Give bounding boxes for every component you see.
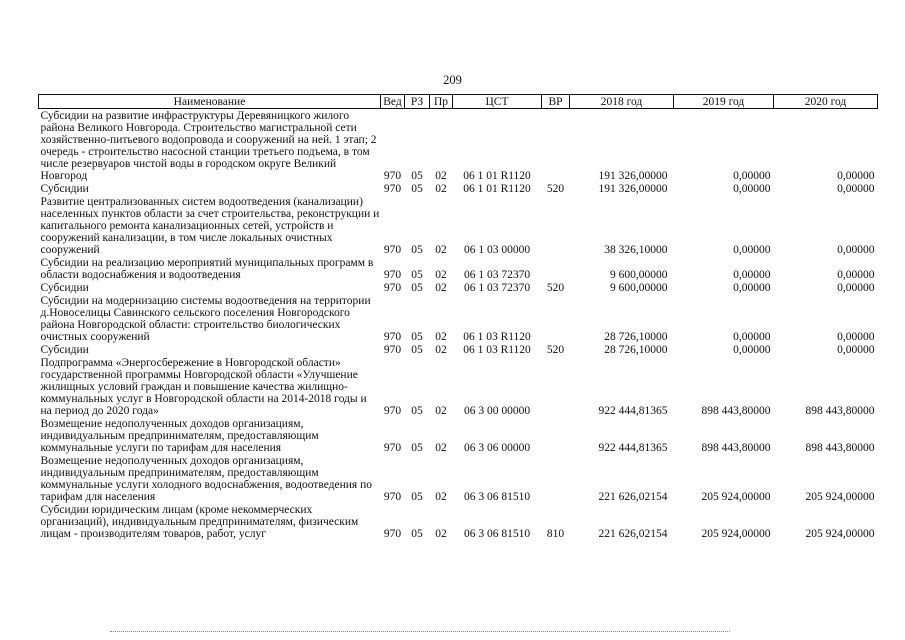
cell-2020: 0,00000 bbox=[837, 282, 875, 294]
cell-2020: 0,00000 bbox=[837, 170, 875, 182]
cell-2020: 0,00000 bbox=[837, 344, 875, 356]
cell-cst: 06 1 03 72370 bbox=[463, 269, 531, 281]
header-cst: ЦСТ bbox=[453, 95, 542, 109]
cell-vr bbox=[542, 454, 570, 503]
cell-cst: 06 1 03 00000 bbox=[463, 244, 531, 256]
cell-vr bbox=[542, 356, 570, 417]
cell-rz: 05 bbox=[411, 528, 423, 540]
table-row bbox=[39, 182, 878, 195]
cell-2019: 898 443,80000 bbox=[701, 442, 771, 454]
cell-2020: 0,00000 bbox=[837, 244, 875, 256]
cell-ved: 970 bbox=[383, 183, 402, 195]
cell-2018: 38 326,10000 bbox=[604, 244, 668, 256]
cell-2018: 922 444,81365 bbox=[598, 442, 668, 454]
cell-2018: 191 326,00000 bbox=[598, 183, 668, 195]
cell-name: Возмещение недополученных доходов организациям, индивидуальным предпринимателям, предоставляющим коммунальные услуги по тарифам для населения bbox=[40, 418, 319, 454]
cell-pr: 02 bbox=[435, 344, 447, 356]
cell-ved: 970 bbox=[383, 528, 402, 540]
cell-cst: 06 1 01 R1120 bbox=[463, 183, 531, 195]
table-row bbox=[39, 256, 878, 281]
cell-name: Субсидии на развитие инфраструктуры Деревяницкого жилого района Великого Новгорода. Строительство магистральной сети хозяйственно-питьевого водопровода и сооружений на ней. 1 этап; 2 очередь - строительство насосной станции третьего подъема, в том числе резервуаров чистой воды в городском округе Великий Новгород bbox=[40, 110, 377, 182]
cell-rz: 05 bbox=[411, 344, 423, 356]
cell-rz: 05 bbox=[411, 405, 423, 417]
cell-2018: 9 600,00000 bbox=[610, 282, 668, 294]
cell-2020: 205 924,00000 bbox=[805, 491, 875, 503]
cell-ved: 970 bbox=[383, 244, 402, 256]
table-header-row bbox=[39, 95, 878, 109]
cell-2020: 0,00000 bbox=[837, 183, 875, 195]
cell-pr: 02 bbox=[435, 244, 447, 256]
cell-ved: 970 bbox=[383, 491, 402, 503]
table-row bbox=[39, 417, 878, 454]
cell-ved: 970 bbox=[383, 344, 402, 356]
cell-name: Субсидии на модернизацию системы водоотведения на территории д.Новоселицы Савинского сельского поселения Новгородского района Новгородской области: строительство биологических очистных сооружений bbox=[40, 295, 371, 343]
table-row bbox=[39, 503, 878, 540]
header-2019: 2019 год bbox=[674, 95, 774, 109]
cell-2019: 0,00000 bbox=[733, 170, 771, 182]
cell-rz: 05 bbox=[411, 170, 423, 182]
cell-ved: 970 bbox=[383, 331, 402, 343]
cell-2018: 221 626,02154 bbox=[598, 491, 668, 503]
cell-2019: 898 443,80000 bbox=[701, 405, 771, 417]
header-2020: 2020 год bbox=[774, 95, 878, 109]
cell-name: Субсидии bbox=[40, 282, 89, 294]
cell-pr: 02 bbox=[435, 331, 447, 343]
cell-2020: 205 924,00000 bbox=[805, 528, 875, 540]
cell-2018: 221 626,02154 bbox=[598, 528, 668, 540]
cell-name: Субсидии bbox=[40, 183, 89, 195]
table-row bbox=[39, 343, 878, 356]
cell-cst: 06 1 03 R1120 bbox=[463, 331, 531, 343]
cell-2019: 0,00000 bbox=[733, 331, 771, 343]
cell-ved: 970 bbox=[383, 442, 402, 454]
table-row bbox=[39, 195, 878, 256]
cell-2019: 0,00000 bbox=[733, 244, 771, 256]
cell-pr: 02 bbox=[435, 282, 447, 294]
cell-2019: 0,00000 bbox=[733, 183, 771, 195]
cell-vr bbox=[542, 417, 570, 454]
cell-rz: 05 bbox=[411, 491, 423, 503]
budget-table bbox=[38, 94, 878, 540]
cell-cst: 06 3 06 81510 bbox=[463, 528, 531, 540]
cell-2020: 0,00000 bbox=[837, 331, 875, 343]
cell-pr: 02 bbox=[435, 269, 447, 281]
cell-pr: 02 bbox=[435, 405, 447, 417]
cell-2020: 898 443,80000 bbox=[805, 405, 875, 417]
cell-cst: 06 1 01 R1120 bbox=[463, 170, 531, 182]
header-ved: Вед bbox=[381, 95, 405, 109]
cell-2018: 28 726,10000 bbox=[604, 344, 668, 356]
cell-ved: 970 bbox=[383, 405, 402, 417]
header-vr: ВР bbox=[542, 95, 570, 109]
header-rz: РЗ bbox=[405, 95, 430, 109]
cell-2018: 922 444,81365 bbox=[598, 405, 668, 417]
cell-rz: 05 bbox=[411, 269, 423, 281]
cell-pr: 02 bbox=[435, 183, 447, 195]
cell-name: Субсидии юридическим лицам (кроме некоммерческих организаций), индивидуальным предпринимателям, физическим лицам - производителям товаров, работ, услуг bbox=[40, 504, 359, 540]
cell-vr: 810 bbox=[546, 528, 565, 540]
cell-rz: 05 bbox=[411, 331, 423, 343]
cell-vr: 520 bbox=[546, 344, 565, 356]
cell-cst: 06 3 06 00000 bbox=[463, 442, 531, 454]
table-body bbox=[39, 109, 878, 541]
header-2018: 2018 год bbox=[570, 95, 674, 109]
scan-artifact-line bbox=[110, 631, 730, 634]
cell-2018: 9 600,00000 bbox=[610, 269, 668, 281]
cell-rz: 05 bbox=[411, 282, 423, 294]
cell-name: Подпрограмма «Энергосбережение в Новгородской области» государственной программы Новгородской области «Улучшение жилищных условий граждан и повышение качества жилищно-коммунальных услуг в Новгородской области на 2014-2018 годы и на период до 2020 года» bbox=[40, 357, 367, 417]
table-row bbox=[39, 294, 878, 343]
cell-vr: 520 bbox=[546, 183, 565, 195]
table-row bbox=[39, 356, 878, 417]
cell-2018: 191 326,00000 bbox=[598, 170, 668, 182]
cell-ved: 970 bbox=[383, 170, 402, 182]
page-number: 209 bbox=[443, 73, 462, 87]
cell-cst: 06 1 03 72370 bbox=[463, 282, 531, 294]
cell-cst: 06 1 03 R1120 bbox=[463, 344, 531, 356]
cell-vr bbox=[542, 195, 570, 256]
cell-2018: 28 726,10000 bbox=[604, 331, 668, 343]
cell-name: Возмещение недополученных доходов организациям, индивидуальным предпринимателям, предоставляющим коммунальные услуги холодного водоснабжения, водоотведения по тарифам для населения bbox=[40, 455, 372, 503]
cell-ved: 970 bbox=[383, 282, 402, 294]
cell-2019: 205 924,00000 bbox=[701, 491, 771, 503]
cell-ved: 970 bbox=[383, 269, 402, 281]
cell-pr: 02 bbox=[435, 491, 447, 503]
table-row bbox=[39, 281, 878, 294]
cell-vr: 520 bbox=[546, 282, 565, 294]
cell-pr: 02 bbox=[435, 442, 447, 454]
cell-2020: 898 443,80000 bbox=[805, 442, 875, 454]
cell-name: Субсидии на реализацию мероприятий муниципальных программ в области водоснабжения и водоотведения bbox=[40, 257, 374, 281]
header-name: Наименование bbox=[39, 95, 381, 109]
cell-2020: 0,00000 bbox=[837, 269, 875, 281]
cell-name: Развитие централизованных систем водоотведения (канализации) населенных пунктов области за счет строительства, реконструкции и капитального ремонта канализационных сетей, устройств и сооружений канализации, в том числе локальных очистных сооружений bbox=[40, 196, 380, 256]
cell-2019: 205 924,00000 bbox=[701, 528, 771, 540]
cell-rz: 05 bbox=[411, 183, 423, 195]
cell-vr bbox=[542, 256, 570, 281]
cell-cst: 06 3 06 81510 bbox=[463, 491, 531, 503]
cell-name: Субсидии bbox=[40, 344, 89, 356]
cell-vr bbox=[542, 294, 570, 343]
cell-vr bbox=[542, 109, 570, 183]
cell-pr: 02 bbox=[435, 528, 447, 540]
cell-pr: 02 bbox=[435, 170, 447, 182]
cell-rz: 05 bbox=[411, 442, 423, 454]
cell-2019: 0,00000 bbox=[733, 344, 771, 356]
cell-rz: 05 bbox=[411, 244, 423, 256]
cell-cst: 06 3 00 00000 bbox=[463, 405, 531, 417]
table-row bbox=[39, 454, 878, 503]
header-pr: Пр bbox=[430, 95, 453, 109]
table-row bbox=[39, 109, 878, 183]
cell-2019: 0,00000 bbox=[733, 269, 771, 281]
cell-2019: 0,00000 bbox=[733, 282, 771, 294]
